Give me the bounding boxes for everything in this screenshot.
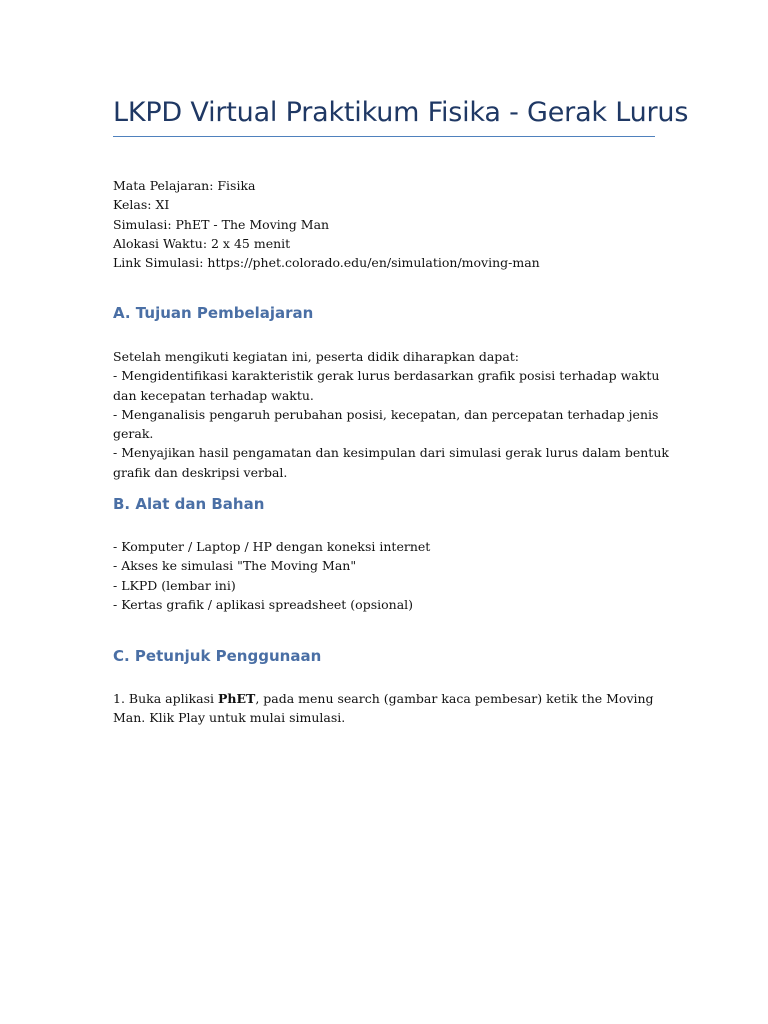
section-c-body <box>113 689 673 728</box>
meta-class: Kelas: XI <box>113 197 170 213</box>
title-underline-divider <box>113 136 655 137</box>
meta-simulation-link: Link Simulasi: https://phet.colorado.edu/en/simulation/moving-man <box>113 255 540 271</box>
section-b-heading: B. Alat dan Bahan <box>113 495 265 513</box>
section-b-item-2: - Akses ke simulasi "The Moving Man" <box>113 558 357 574</box>
section-b-item-4: - Kertas grafik / aplikasi spreadsheet (opsional) <box>113 596 414 612</box>
section-a-body <box>113 347 673 482</box>
document-title: LKPD Virtual Praktikum Fisika - Gerak Lurus <box>113 97 689 128</box>
meta-simulation: Simulasi: PhET - The Moving Man <box>113 216 330 232</box>
section-b-body <box>113 537 673 614</box>
section-a-item-3: - Menyajikan hasil pengamatan dan kesimpulan dari simulasi gerak lurus dalam bentuk grafik dan deskripsi verbal. <box>113 445 669 480</box>
step-1-suffix: , pada menu search (gambar kaca pembesar) ketik the Moving Man. Klik Play untuk mulai simulasi. <box>113 691 654 726</box>
document-meta <box>113 176 673 272</box>
section-a-heading: A. Tujuan Pembelajaran <box>113 304 314 322</box>
section-a-item-2: - Menganalisis pengaruh perubahan posisi, kecepatan, dan percepatan terhadap jenis gerak. <box>113 406 659 442</box>
step-1-prefix: 1. Buka aplikasi <box>113 691 218 706</box>
meta-subject: Mata Pelajaran: Fisika <box>113 178 256 193</box>
section-c-heading: C. Petunjuk Penggunaan <box>113 647 322 665</box>
meta-time-allocation: Alokasi Waktu: 2 x 45 menit <box>113 235 291 251</box>
section-b-item-3: - LKPD (lembar ini) <box>113 577 236 593</box>
step-1-app-name: PhET <box>218 691 256 706</box>
section-b-item-1: - Komputer / Laptop / HP dengan koneksi internet <box>113 539 431 554</box>
section-c-step-1 <box>113 689 673 728</box>
section-a-intro: Setelah mengikuti kegiatan ini, peserta didik diharapkan dapat: <box>113 349 519 364</box>
section-a-item-1: - Mengidentifikasi karakteristik gerak lurus berdasarkan grafik posisi terhadap waktu dan kecepatan terhadap waktu. <box>113 368 660 403</box>
